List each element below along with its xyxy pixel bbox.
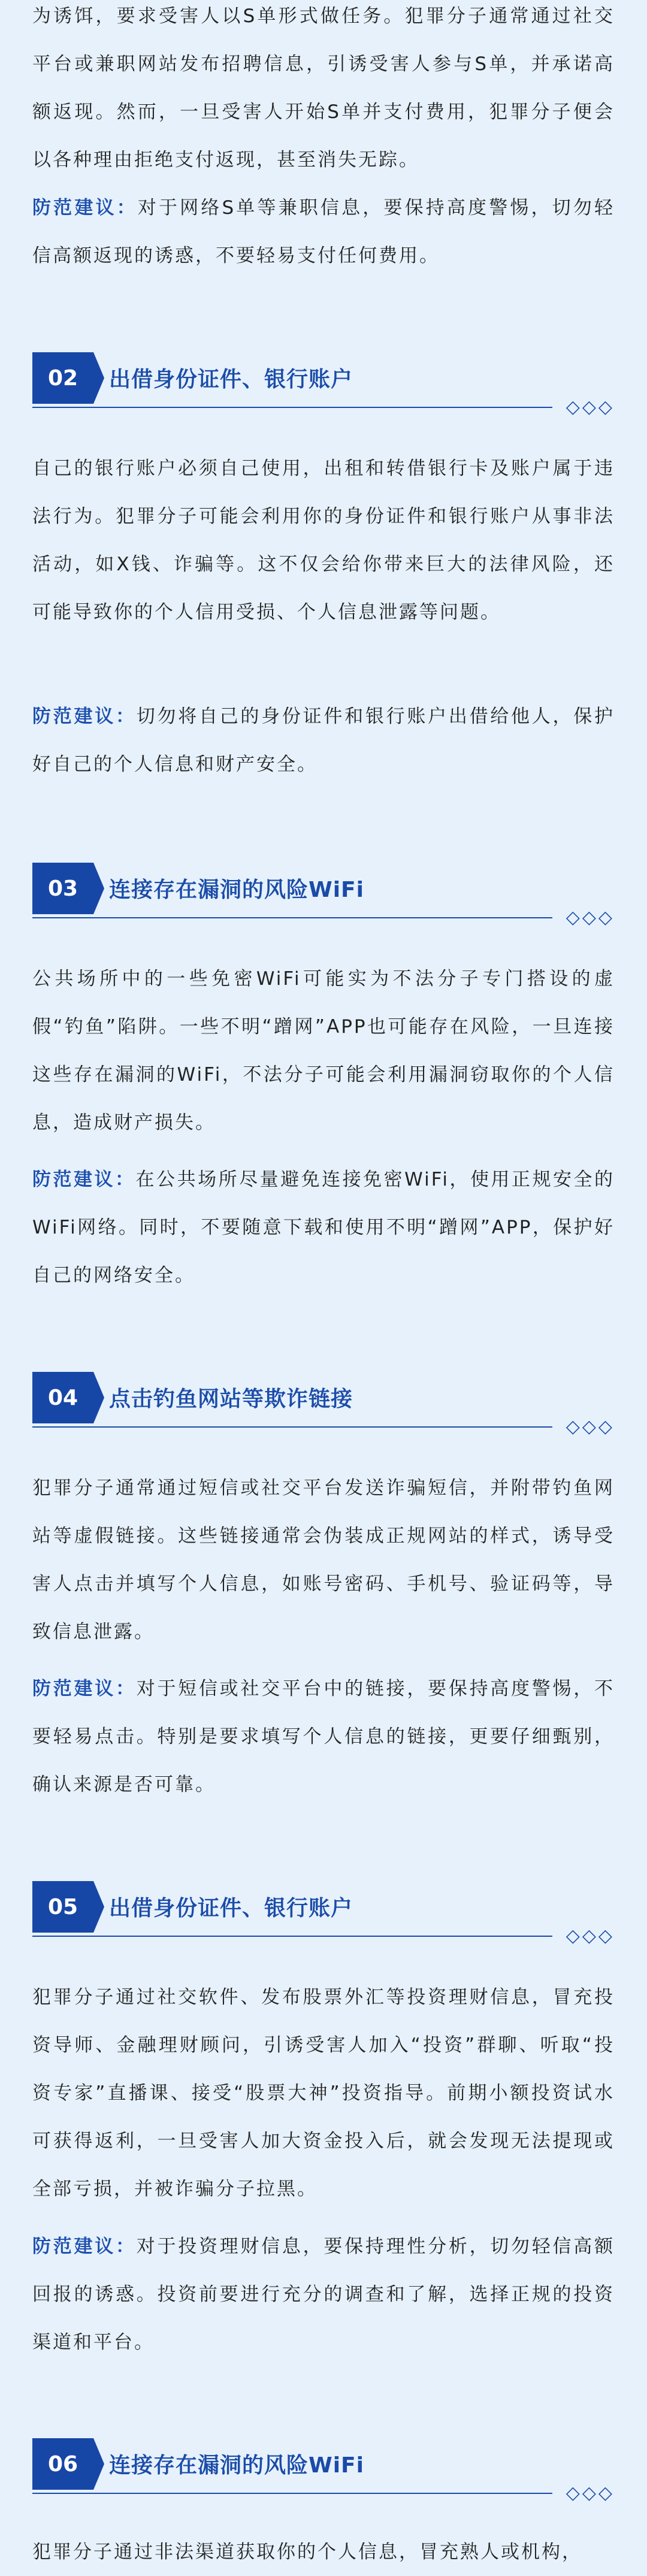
section-title: 出借身份证件、银行账户 [109,367,353,392]
section-body-03: 公共场所中的一些免密WiFi可能实为不法分子专门搭设的虚假“钓鱼”陷阱。一些不明“蹭网”APP也可能存在风险，一旦连接这些存在漏洞的WiFi，不法分子可能会利用漏洞窃取你的个人信息，造成财产损失。 [32,968,615,1133]
diamond-decoration-icon: ◇◇◇ [566,2483,615,2504]
section-divider [32,1936,552,1937]
diamond-decoration-icon: ◇◇◇ [566,397,615,418]
section-number-badge: 02 [32,352,93,404]
section-header-06 [32,2438,615,2504]
section-divider [32,2493,552,2494]
section-tip-05: 防范建议：对于投资理财信息，要保持理性分析，切勿轻信高额回报的诱惑。投资前要进行充分的调查和了解，选择正规的投资渠道和平台。 [32,2236,615,2353]
section-title: 出借身份证件、银行账户 [109,1896,353,1921]
section-divider [32,917,552,918]
section-tip-04: 防范建议：对于短信或社交平台中的链接，要保持高度警惕，不要轻易点击。特别是要求填写个人信息的链接，更要仔细甄别，确认来源是否可靠。 [32,1678,615,1795]
diamond-decoration-icon: ◇◇◇ [566,1416,615,1437]
section-header-02 [32,352,615,418]
tip-label: 防范建议： [32,197,138,219]
section-divider [32,1426,552,1428]
section-header-04 [32,1372,615,1438]
section-header-05 [32,1881,615,1947]
intro-body: 为诱饵，要求受害人以S单形式做任务。犯罪分子通常通过社交平台或兼职网站发布招聘信息，引诱受害人参与S单，并承诺高额返现。然而，一旦受害人开始S单并支付费用，犯罪分子便会以各种理由拒绝支付返现，甚至消失无踪。 [32,5,615,171]
section-number-badge: 05 [32,1881,93,1933]
section-body-05: 犯罪分子通过社交软件、发布股票外汇等投资理财信息，冒充投资导师、金融理财顾问，引诱受害人加入“投资”群聊、听取“投资专家”直播课、接受“股票大神”投资指导。前期小额投资试水可获得返利，一旦受害人加大资金投入后，就会发现无法提现或全部亏损，并被诈骗分子拉黑。 [32,1987,615,2200]
section-number-badge: 06 [32,2438,93,2490]
tip-label: 防范建议： [32,1678,137,1700]
intro-tip: 防范建议：对于网络S单等兼职信息，要保持高度警惕，切勿轻信高额返现的诱惑，不要轻易支付任何费用。 [32,197,615,267]
section-title: 连接存在漏洞的风险WiFi [109,878,364,902]
section-divider [32,407,552,408]
section-body-04: 犯罪分子通常通过短信或社交平台发送诈骗短信，并附带钓鱼网站等虚假链接。这些链接通常会伪装成正规网站的样式，诱导受害人点击并填写个人信息，如账号密码、手机号、验证码等，导致信息泄露。 [32,1477,615,1643]
section-tip-03: 防范建议：在公共场所尽量避免连接免密WiFi，使用正规安全的WiFi网络。同时，不要随意下载和使用不明“蹭网”APP，保护好自己的网络安全。 [32,1169,615,1286]
section-body-06: 犯罪分子通过非法渠道获取你的个人信息，冒充熟人或机构， [32,2541,582,2563]
section-tip-02: 防范建议：切勿将自己的身份证件和银行账户出借给他人，保护好自己的个人信息和财产安全。 [32,706,615,775]
tip-label: 防范建议： [32,706,137,727]
section-number-badge: 04 [32,1372,93,1423]
section-number-badge: 03 [32,863,93,914]
section-title: 连接存在漏洞的风险WiFi [109,2453,364,2478]
section-body-02: 自己的银行账户必须自己使用，出租和转借银行卡及账户属于违法行为。犯罪分子可能会利用你的身份证件和银行账户从事非法活动，如X钱、诈骗等。这不仅会给你带来巨大的法律风险，还可能导致你的个人信用受损、个人信息泄露等问题。 [32,458,615,623]
tip-label: 防范建议： [32,1169,136,1190]
diamond-decoration-icon: ◇◇◇ [566,907,615,928]
section-header-03 [32,863,615,929]
section-title: 点击钓鱼网站等欺诈链接 [109,1387,353,1411]
diamond-decoration-icon: ◇◇◇ [566,1925,615,1946]
tip-label: 防范建议： [32,2236,137,2257]
